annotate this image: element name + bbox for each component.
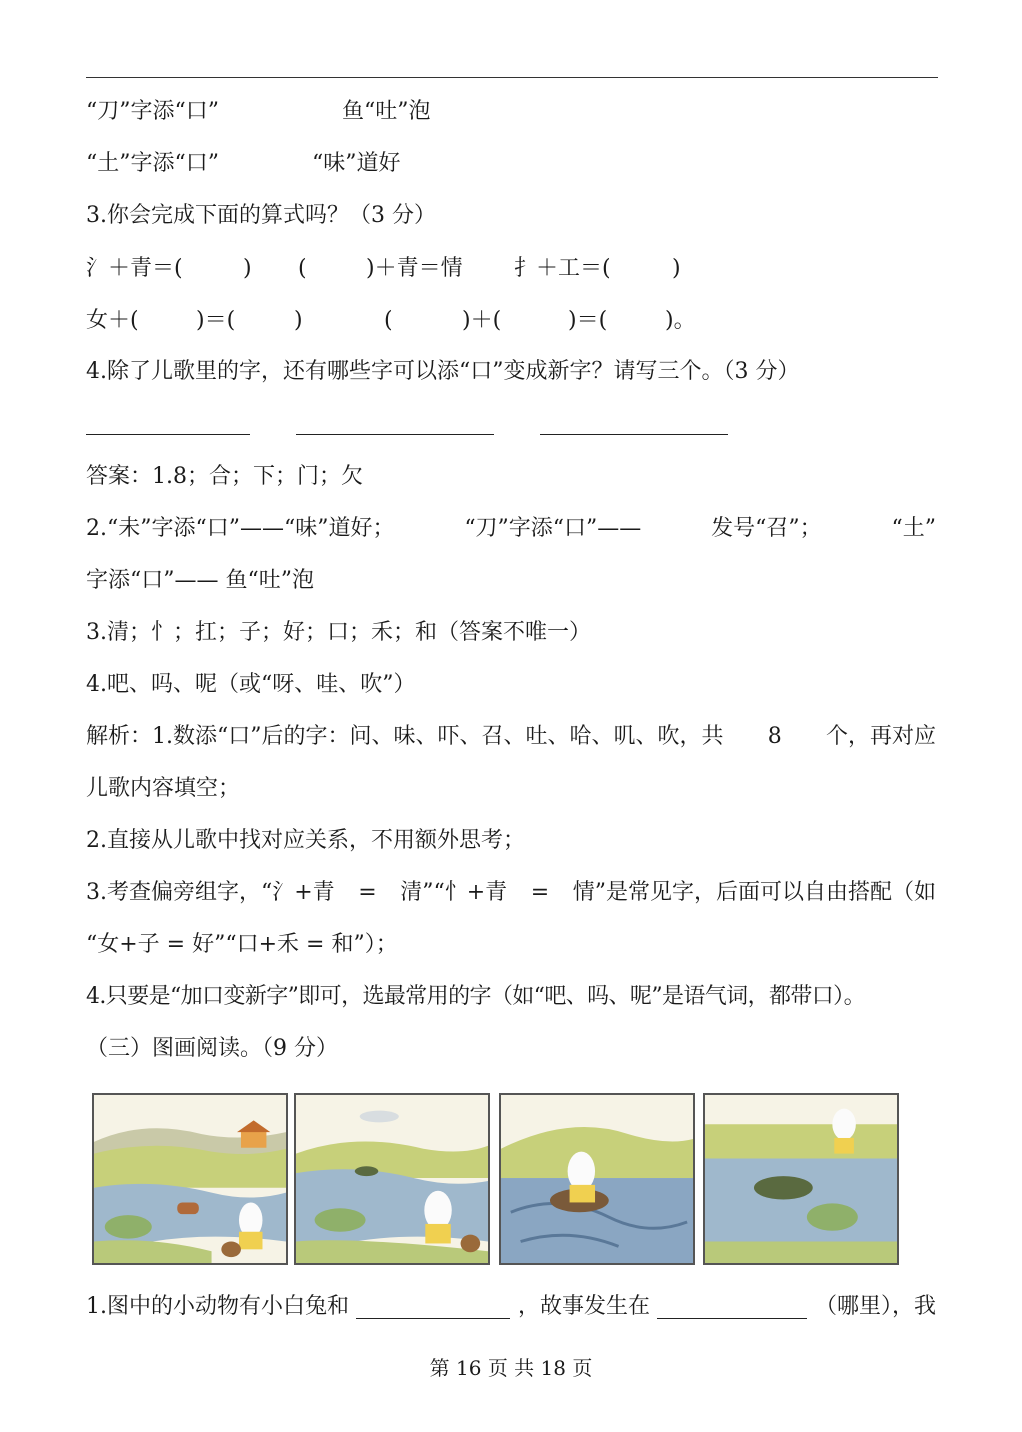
pair-left-2: “土”字添“口” — [86, 151, 219, 176]
answer-2-part2: “刀”字添“口”—— — [464, 516, 642, 541]
analysis-1-line2: 儿歌内容填空； — [86, 776, 241, 801]
picture-panel-1 — [92, 1093, 288, 1265]
page-footer: 第 16 页 共 18 页 — [429, 1356, 593, 1380]
pair-right-2: “味”道好 — [312, 151, 401, 176]
q3-r2-e: )＋( — [462, 308, 502, 333]
q3-r1-a: 氵＋青＝( — [86, 256, 183, 281]
question-1-line — [86, 1292, 936, 1322]
answer-blank-1[interactable] — [86, 434, 250, 435]
pair-right-1: 鱼“吐”泡 — [342, 99, 431, 124]
analysis-1-part1: 解析：1.数添“口”后的字：问、味、吓、召、吐、哈、叽、吹，共 — [86, 724, 724, 749]
q3-r1-f: ) — [672, 256, 681, 281]
q4-title: 4.除了儿歌里的字，还有哪些字可以添“口”变成新字？请写三个。（3 分） — [86, 359, 800, 384]
q3-r1-c: ( — [298, 256, 307, 281]
q3-r2-c: ) — [294, 308, 303, 333]
scene-4-illustration — [705, 1095, 897, 1263]
analysis-3-line2: “女+子 = 好”“口+禾 = 和”）； — [86, 932, 398, 957]
q3-r2-f: )＝( — [568, 308, 608, 333]
q3-r2-g: )。 — [665, 308, 696, 333]
answer-2-line1 — [86, 514, 936, 544]
analysis-3-part3: 清”“忄+青 — [400, 880, 508, 905]
scene-3-illustration — [501, 1095, 693, 1263]
answer-2-part3: 发号“召”； — [711, 516, 822, 541]
pair-left-1: “刀”字添“口” — [86, 99, 219, 124]
q3-title: 3.你会完成下面的算式吗？（3 分） — [86, 203, 436, 228]
analysis-1-count: 8 — [767, 724, 782, 749]
analysis-3-eq1: = — [358, 880, 377, 905]
q3-r1-d: )＋青＝情 — [366, 256, 463, 281]
q3-r2-a: 女＋( — [86, 308, 139, 333]
analysis-1-part3: 个，再对应 — [825, 724, 936, 749]
answer-4: 4.吧、吗、呢（或“呀、哇、吹”） — [86, 672, 416, 697]
answer-2-part1: 2.“未”字添“口”——“味”道好； — [86, 516, 395, 541]
answer-blank-3[interactable] — [540, 434, 728, 435]
analysis-2: 2.直接从儿歌中找对应关系，不用额外思考； — [86, 828, 525, 853]
question-1-blank-2[interactable] — [657, 1292, 807, 1319]
analysis-3-eq2: = — [530, 880, 550, 905]
picture-panel-4 — [703, 1093, 899, 1265]
answer-blank-2[interactable] — [296, 434, 494, 435]
analysis-1-line1 — [86, 722, 936, 752]
picture-panel-3 — [499, 1093, 695, 1265]
header-rule — [86, 77, 938, 78]
answer-3: 3.清；忄；扛；子；好；口；禾；和（答案不唯一） — [86, 620, 591, 645]
answer-1: 答案：1.8；合；下；门；欠 — [86, 464, 363, 489]
analysis-3-part5: 情”是常见字，后面可以自由搭配（如 — [572, 880, 936, 905]
picture-panel-2 — [294, 1093, 490, 1265]
section3-title: （三）图画阅读。（9 分） — [86, 1036, 338, 1061]
question-1-part2: ，故事发生在 — [517, 1294, 650, 1319]
question-1-part1: 1.图中的小动物有小白兔和 — [86, 1294, 349, 1319]
q3-r2-d: ( — [384, 308, 393, 333]
analysis-4: 4.只要是“加口变新字”即可，选最常用的字（如“吧、吗、呢”是语气词，都带口）。 — [86, 984, 865, 1009]
scene-2-illustration — [296, 1095, 488, 1263]
question-1-blank-1[interactable] — [356, 1292, 510, 1319]
answer-2-part4: “土” — [891, 516, 936, 541]
q3-r2-b: )＝( — [196, 308, 236, 333]
answer-2-line2: 字添“口”—— 鱼“吐”泡 — [86, 568, 314, 593]
analysis-3-part1: 3.考查偏旁组字，“氵+青 — [86, 880, 335, 905]
question-1-part3: （哪里），我 — [814, 1294, 936, 1319]
q3-r1-e: 扌＋工＝( — [514, 256, 611, 281]
analysis-3-line1 — [86, 878, 936, 908]
scene-1-illustration — [94, 1095, 286, 1263]
q3-r1-b: ) — [243, 256, 252, 281]
